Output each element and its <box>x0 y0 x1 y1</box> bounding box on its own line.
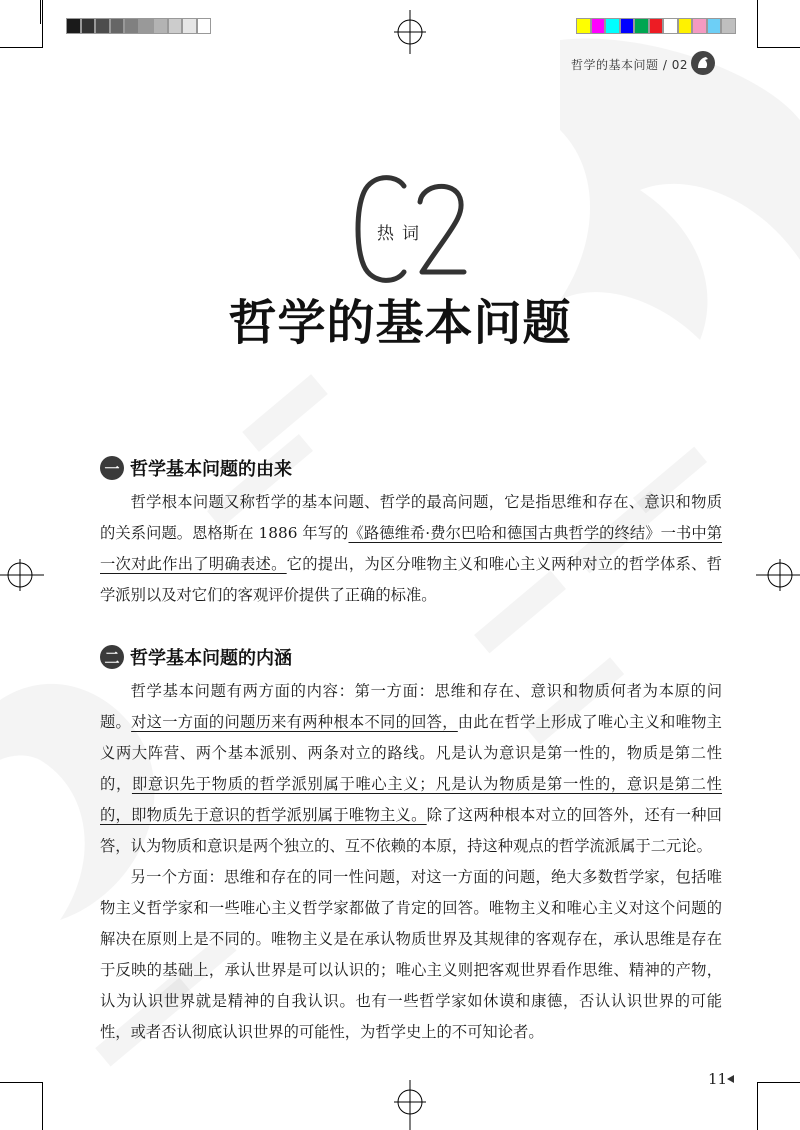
section-body-2 <box>100 676 722 1048</box>
paragraph <box>100 676 722 862</box>
text-run: 哲学根本问题又称哲学的基本问题、哲学的最高问题，它是指思维和存在、意识和物质的关系问题。恩格斯在 1886 年写的 <box>100 493 722 542</box>
color-swatch <box>692 18 707 34</box>
color-swatch <box>110 18 125 34</box>
color-swatch <box>678 18 693 34</box>
color-swatch <box>197 18 212 34</box>
color-swatch <box>153 18 168 34</box>
color-swatch <box>124 18 139 34</box>
color-swatch <box>66 18 81 34</box>
color-swatch-bar <box>576 18 736 34</box>
color-swatch <box>591 18 606 34</box>
text-run: 由此在哲学上形成了唯心主义和唯物主义两大阵营、两个基本派别、两条对立的路线。凡是认为意识是第一性的，物质是第二性的， <box>100 713 722 793</box>
section-badge: 二 <box>100 645 124 669</box>
text-run: 哲学基本问题有两方面的内容：第一方面：思维和存在、意识和物质何者为本原的问题。 <box>100 682 722 731</box>
color-swatch <box>663 18 678 34</box>
section-title: 哲学基本问题的由来 <box>130 459 292 480</box>
color-swatch <box>620 18 635 34</box>
color-swatch <box>634 18 649 34</box>
registration-mark-bottom <box>390 1080 430 1130</box>
text-run: 它的提出，为区分唯物主义和唯心主义两种对立的哲学体系、哲学派别以及对它们的客观评价提供了正确的标准。 <box>100 555 722 604</box>
registration-mark-top <box>390 10 430 54</box>
color-swatch <box>81 18 96 34</box>
text-run: 另一个方面：思维和存在的同一性问题，对这一方面的问题，绝大多数哲学家，包括唯物主义哲学家和一些唯心主义哲学家都做了肯定的回答。唯物主义和唯心主义对这个问题的解决在原则上是不同的。唯物主义是在承认物质世界及其规律的客观存在，承认思维是存在于反映的基础上，承认世界是可以认识的；唯心主义则把客观世界看作思维、精神的产物，认为认识世界就是精神的自我认识。也有一些哲学家如休谟和康德，否认认识世界的可能性，或者否认彻底认识世界的可能性，为哲学史上的不可知论者。 <box>100 868 722 1041</box>
paragraph <box>100 862 722 1048</box>
underlined-text: 对这一方面的问题历来有两种根本不同的回答， <box>131 713 458 731</box>
color-swatch <box>168 18 183 34</box>
color-swatch <box>721 18 736 34</box>
text-run: 除了这两种根本对立的回答外，还有一种回答，认为物质和意识是两个独立的、互不依赖的本原，持这种观点的哲学流派属于二元论。 <box>100 806 722 855</box>
page-title: 哲学的基本问题 <box>228 295 572 351</box>
color-swatch <box>95 18 110 34</box>
running-head: 哲学的基本问题 / 02 <box>571 58 688 72</box>
color-swatch <box>605 18 620 34</box>
color-swatch <box>182 18 197 34</box>
section-badge: 一 <box>100 456 124 480</box>
color-swatch <box>139 18 154 34</box>
color-swatch <box>707 18 722 34</box>
page-arrow-icon <box>727 1075 734 1083</box>
section-heading-2 <box>100 644 292 670</box>
chapter-tag: 热词 <box>377 224 427 244</box>
section-title: 哲学基本问题的内涵 <box>130 648 292 669</box>
underlined-text: 《路德维希·费尔巴哈和德国古典哲学的终结》一书中第一次对此作出了明确表述。 <box>100 524 723 573</box>
underlined-text: 即意识先于物质的哲学派别属于唯心主义；凡是认为物质是第一性的，意识是第二性的，即物质先于意识的哲学派别属于唯物主义。 <box>100 775 722 824</box>
registration-mark-left <box>0 555 44 595</box>
section-body-1 <box>100 487 722 611</box>
paragraph <box>100 487 722 611</box>
registration-mark-right <box>756 555 800 595</box>
page-number: 11 <box>708 1070 728 1088</box>
horse-head-logo-icon <box>690 50 716 76</box>
color-swatch <box>649 18 664 34</box>
color-swatch <box>576 18 591 34</box>
gray-swatch-bar <box>66 18 211 34</box>
section-heading-1 <box>100 455 292 481</box>
